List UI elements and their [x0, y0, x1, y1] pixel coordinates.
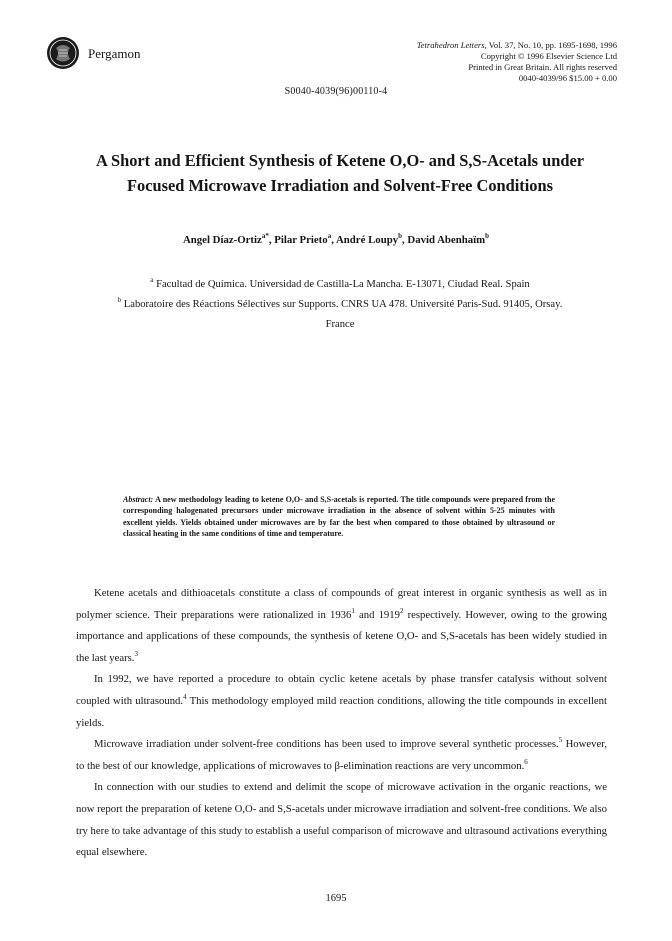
paragraph	[76, 734, 607, 777]
paragraph	[76, 583, 607, 669]
affiliation-mark: b	[117, 296, 122, 304]
journal-info	[417, 40, 617, 84]
citation-ref: 4	[183, 692, 187, 701]
article-id: S0040-4039(96)00110-4	[284, 86, 388, 97]
paragraph	[76, 777, 607, 863]
affiliations	[40, 275, 640, 335]
citation-ref: 5	[558, 736, 563, 745]
citation-ref: 6	[524, 757, 528, 766]
journal-citation	[417, 40, 617, 51]
affiliation-mark: a*	[261, 232, 269, 240]
author-name: Angel Díaz-Ortiz	[182, 234, 262, 246]
text-run: and 1919	[354, 608, 400, 621]
affiliation-mark: b	[398, 232, 403, 240]
paragraph	[76, 669, 607, 734]
journal-volume: , Vol. 37, No. 10, pp. 1695-1698, 1996	[484, 40, 617, 50]
text-run: This methodology employed mild reaction conditions, allowing the title compounds in excellent yields.	[76, 694, 607, 729]
text-run: respectively. However, owing to the growing importance and applications of these compounds, the synthesis of ketene O,O- and S,S-acetals has been widely studied in the last years.	[76, 608, 608, 664]
abstract-label: Abstract:	[123, 495, 154, 504]
affiliation-b	[40, 295, 640, 315]
body-text	[76, 583, 607, 864]
text-run: In 1992, we have reported a procedure to obtain cyclic ketene acetals by phase transfer catalysis without solvent coupled with ultrasound.	[76, 673, 607, 707]
text-run: Ketene acetals and dithioacetals constitute a class of compounds of great interest in organic synthesis as well as in polymer science. Their preparations were rationalized in 1936	[76, 587, 607, 621]
affiliation-text: Laboratoire des Réactions Sélectives sur Supports. CNRS UA 478. Université Paris-Sud. 91405, Orsay.	[123, 299, 563, 310]
affiliation-a	[40, 275, 640, 295]
copyright-line: Copyright © 1996 Elsevier Science Ltd	[480, 51, 617, 61]
affiliation-mark: a	[327, 232, 332, 240]
publisher-name: Pergamon	[88, 46, 141, 61]
printed-line: Printed in Great Britain. All rights reserved	[468, 62, 617, 72]
journal-name: Tetrahedron Letters	[416, 40, 485, 50]
citation-ref: 2	[399, 606, 404, 615]
publisher-logo	[46, 36, 80, 70]
affiliation-mark: b	[485, 232, 490, 240]
citation-ref: 1	[351, 606, 355, 615]
affiliation-country: France	[325, 319, 355, 330]
title-line-2: Focused Microwave Irradiation and Solvent-Free Conditions	[127, 176, 553, 195]
abstract	[123, 494, 555, 539]
page-number: 1695	[325, 893, 347, 904]
affiliation-mark: a	[150, 276, 154, 284]
abstract-text: A new methodology leading to ketene O,O- and S,S-acetals is reported. The title compounds were prepared from the corresponding halogenated precursors under microwave irradiation in the absence of solvent within 5-25 minutes with excellent yields. Yields obtained under microwaves are by far the best when compared to those obtained by ultrasound or classical heating in the same conditions of time and temperature.	[123, 495, 555, 538]
issn-price: 0040-4039/96 $15.00 + 0.00	[518, 73, 617, 83]
paper-title	[60, 148, 620, 198]
author-name: Pilar Prieto	[274, 234, 328, 246]
author-name: André Loupy	[336, 234, 399, 246]
title-line-1: A Short and Efficient Synthesis of Ketene O,O- and S,S-Acetals under	[95, 151, 585, 170]
author-name: David Abenhaïm	[407, 234, 486, 246]
text-run: However, to the best of our knowledge, applications of microwaves to β-elimination reactions are very uncommon.	[76, 738, 607, 772]
author-list: Angel Díaz-Ortiz$^{a*}$, Pilar Prieto$^a$, André Loupy$^b$, David Abenhaïm$^b$	[182, 232, 490, 246]
citation-ref: 3	[134, 649, 138, 658]
text-run: In connection with our studies to extend and delimit the scope of microwave activation in the organic reactions, we now report the preparation of ketene O,O- and S,S-acetals under microwave irradiation and solvent-free conditions. We also try here to take advantage of this study to establish a useful comparison of microwave and ultrasound activations everything equal elsewhere.	[76, 781, 607, 859]
text-run: Microwave irradiation under solvent-free conditions has been used to improve several synthetic processes.	[94, 738, 559, 751]
affiliation-text: Facultad de Química. Universidad de Castilla-La Mancha. E-13071, Ciudad Real. Spain	[156, 279, 530, 290]
